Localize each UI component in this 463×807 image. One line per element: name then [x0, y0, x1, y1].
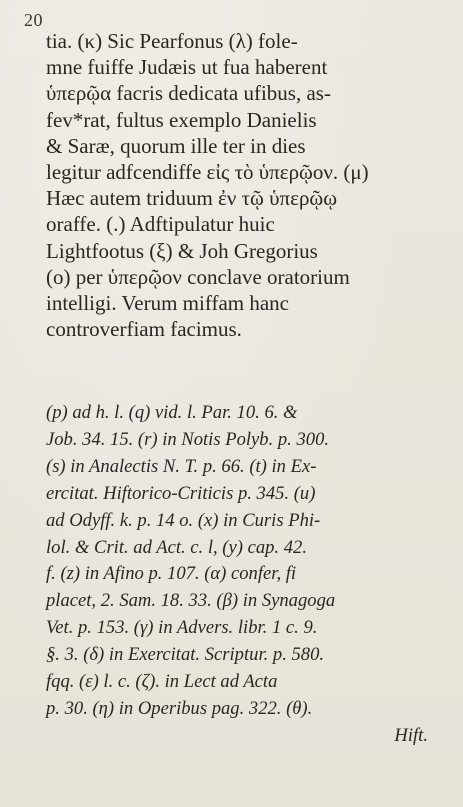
- body-line: fev*rat, fultus exemplo Danielis: [46, 107, 317, 132]
- body-line: legitur adfcendiffe εἰς τὸ ὑπερῷον. (μ): [46, 160, 369, 185]
- footnote-line: (s) in Analectis N. T. p. 66. (t) in Ex-: [46, 455, 317, 477]
- catchword: Hift.: [394, 724, 428, 746]
- body-line: ὑπερῷα facris dedicata ufibus, as-: [46, 81, 331, 106]
- footnote-line: fqq. (ε) l. c. (ζ). in Lect ad Acta: [46, 671, 278, 693]
- footnote-line: ercitat. Hiftorico-Criticis p. 345. (u): [46, 482, 316, 504]
- body-line: Lightfootus (ξ) & Joh Gregorius: [46, 238, 318, 263]
- body-line: oraffe. (.) Adftipulatur huic: [46, 212, 275, 237]
- footnote-line: Vet. p. 153. (γ) in Advers. libr. 1 c. 9.: [46, 617, 318, 639]
- page-number: 20: [24, 10, 43, 30]
- footnote-line: p. 30. (η) in Operibus pag. 322. (θ).: [46, 697, 313, 719]
- body-line: Hæc autem triduum ἐν τῷ ὑπερῷῳ: [46, 186, 338, 211]
- body-line: (ο) per ὑπερῷον conclave oratorium: [46, 264, 350, 289]
- body-line: mne fuiffe Judæis ut fua haberent: [46, 55, 328, 80]
- body-line: tia. (κ) Sic Pearfonus (λ) fole-: [46, 29, 298, 53]
- body-line: intelligi. Verum miffam hanc: [46, 291, 290, 316]
- footnote-line: (p) ad h. l. (q) vid. l. Par. 10. 6. &: [46, 402, 298, 423]
- footnote-line: f. (z) in Afino p. 107. (α) confer, fi: [46, 563, 297, 585]
- body-line: controverfiam facimus.: [46, 317, 242, 342]
- footnotes: [46, 400, 446, 750]
- footnote-line: lol. & Crit. ad Act. c. l, (y) cap. 42.: [46, 536, 307, 558]
- footnote-line: Job. 34. 15. (r) in Notis Polyb. p. 300.: [46, 428, 330, 450]
- body-line: & Saræ, quorum ille ter in dies: [46, 133, 306, 158]
- footnote-line: placet, 2. Sam. 18. 33. (β) in Synagoga: [46, 590, 336, 612]
- footnote-line: §. 3. (δ) in Exercitat. Scriptur. p. 580.: [46, 644, 325, 666]
- body-text: [46, 28, 446, 342]
- footnote-line: ad Odyff. k. p. 14 o. (x) in Curis Phi-: [46, 509, 321, 531]
